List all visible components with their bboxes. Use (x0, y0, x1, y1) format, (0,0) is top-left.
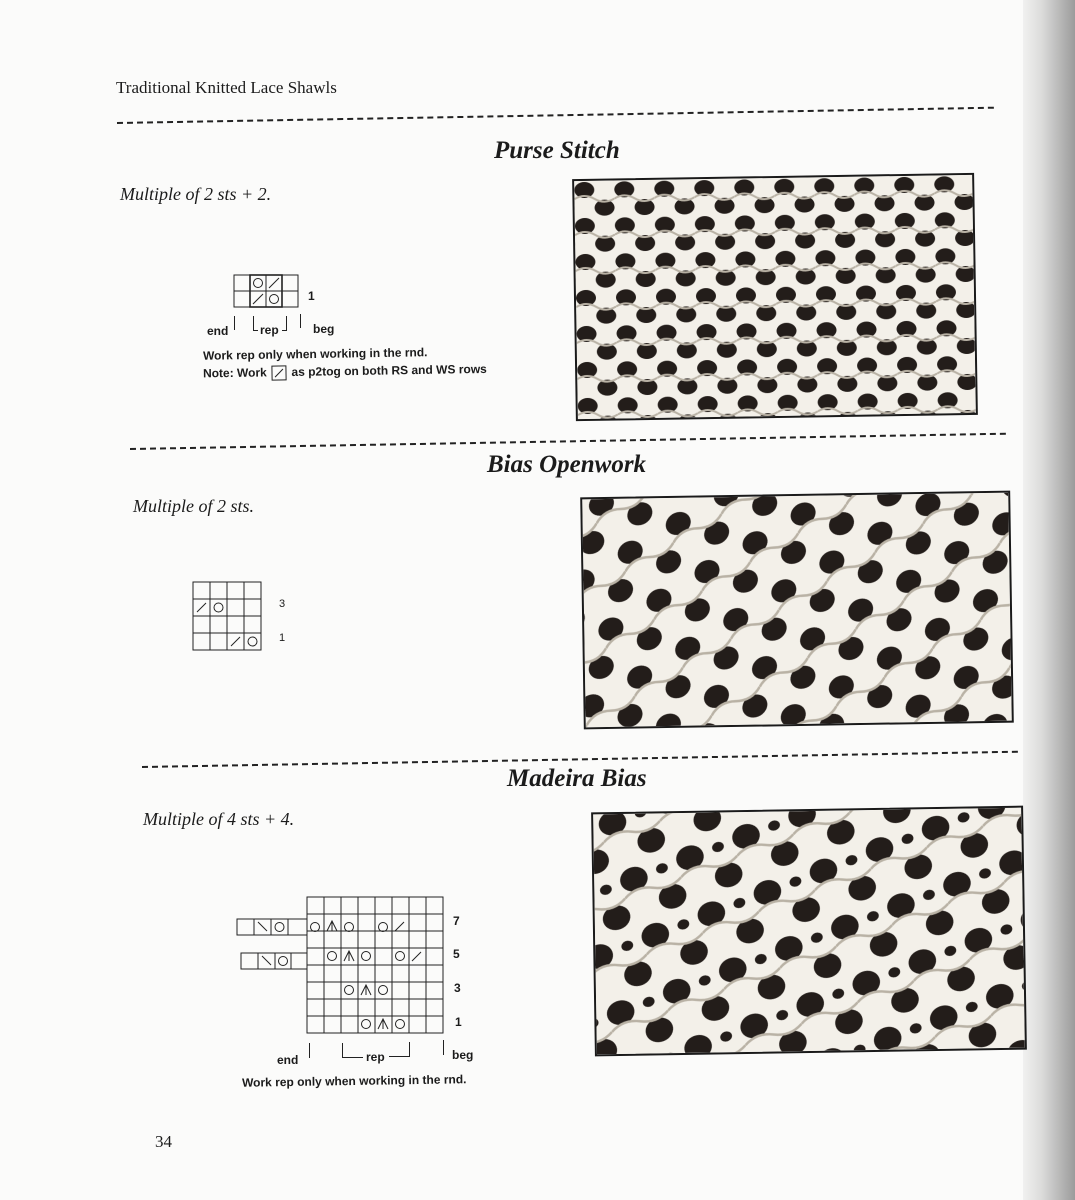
chart-note: Work rep only when working in the rnd. (202, 345, 428, 363)
row-number: 1 (308, 289, 315, 303)
chart-rep-label: rep (260, 323, 279, 337)
row-number: 5 (453, 947, 460, 961)
row-number: 3 (279, 598, 286, 610)
section-divider (117, 107, 994, 124)
chart-beg-label: beg (313, 322, 335, 336)
chart-end-label: end (207, 324, 229, 338)
end-marker (234, 316, 235, 330)
rep-bracket (342, 1043, 363, 1058)
chart-note-text: as p2tog on both RS and WS rows (291, 361, 487, 380)
rep-bracket (389, 1042, 410, 1057)
running-head: Traditional Knitted Lace Shawls (116, 78, 337, 97)
row-number: 7 (453, 914, 460, 928)
chart-end-label: end (277, 1053, 299, 1067)
stitch-multiple: Multiple of 4 sts + 4. (143, 809, 295, 829)
rep-bracket (282, 316, 287, 331)
chart-rep-label: rep (366, 1050, 385, 1064)
end-marker (309, 1043, 310, 1058)
p2tog-symbol-icon (271, 365, 287, 381)
purse-stitch-swatch-photo (572, 173, 978, 421)
section-title: Bias Openwork (487, 451, 647, 478)
purse-stitch-chart (232, 272, 302, 308)
rep-bracket (253, 316, 258, 331)
bias-openwork-chart (192, 581, 264, 653)
madeira-bias-swatch-photo (591, 806, 1027, 1057)
chart-note-text: Note: Work (202, 365, 267, 381)
page-edge-shadow (1023, 0, 1075, 1200)
section-title: Purse Stitch (494, 137, 620, 164)
stitch-multiple: Multiple of 2 sts. (133, 496, 254, 516)
chart-note (203, 362, 487, 382)
section-title: Madeira Bias (507, 765, 647, 792)
section-divider (130, 433, 1006, 450)
bias-openwork-swatch-photo (580, 491, 1014, 730)
beg-marker (443, 1040, 444, 1055)
chart-note: Work rep only when working in the rnd. (241, 1072, 467, 1090)
chart-beg-label: beg (452, 1048, 474, 1062)
page-number: 34 (155, 1132, 172, 1151)
row-number: 3 (454, 981, 461, 995)
row-number: 1 (455, 1015, 462, 1029)
madeira-bias-chart (235, 893, 445, 1037)
stitch-multiple: Multiple of 2 sts + 2. (120, 184, 272, 204)
beg-marker (300, 314, 301, 328)
row-number: 1 (279, 632, 286, 644)
